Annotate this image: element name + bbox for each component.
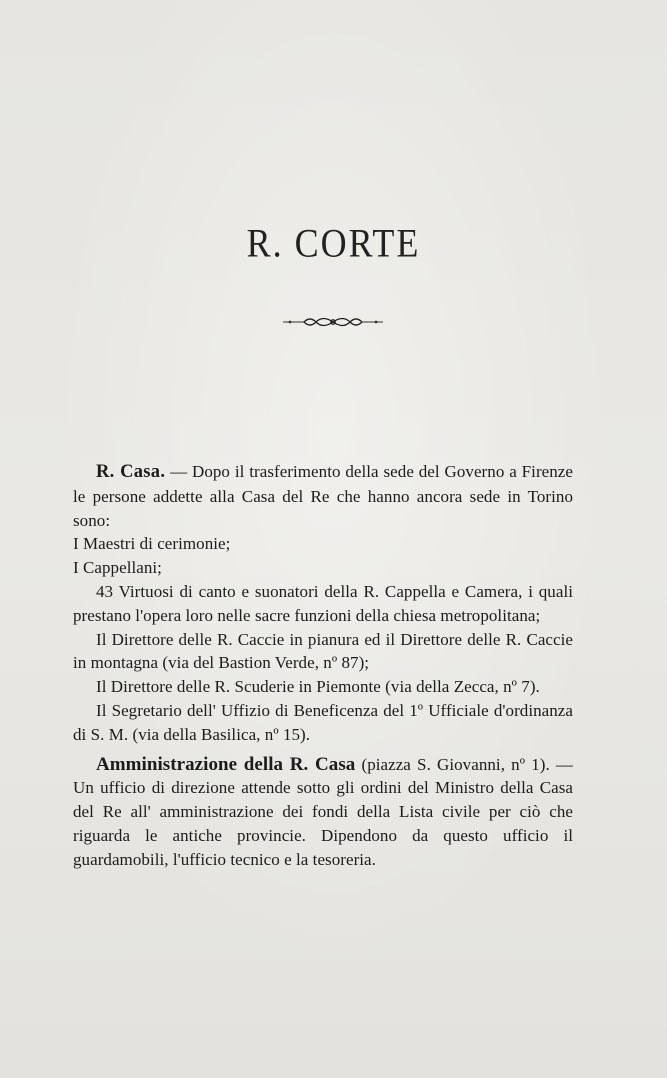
ornamental-divider-icon — [0, 314, 667, 330]
page-title: R. CORTE — [246, 220, 421, 266]
paragraph-text: (piazza S. Giovanni, nº 1). — Un ufficio di direzione attende sotto gli ordini del Ministro della Casa del Re all' amministrazione dei fondi della Lista civile per ciò che riguarda le antiche provincie. Dipendono da questo ufficio il guardamobili, l'ufficio tecnico e la tesoreria. — [73, 754, 573, 869]
list-item: Il Direttore delle R. Caccie in pianura ed il Direttore delle R. Caccie in montagna (via del Bastion Verde, nº 87); — [73, 629, 573, 673]
section-heading-r-casa: R. Casa. — [96, 462, 166, 482]
paragraph-text: — Dopo il trasferimento della sede del Governo a Firenze le persone addette alla Casa del Re che hanno ancora sede in Torino sono: — [73, 462, 573, 530]
paragraph-r-casa — [73, 460, 573, 532]
list-item: I Cappellani; — [73, 558, 162, 578]
section-heading-amministrazione: Amministrazione della R. Casa — [96, 753, 356, 775]
list-item: Il Direttore delle R. Scuderie in Piemonte (via della Zecca, nº 7). — [96, 677, 540, 697]
list-item: I Maestri di cerimonie; — [73, 534, 231, 554]
list-item: Il Segretario dell' Uffizio di Beneficenza del 1º Ufficiale d'ordinanza di S. M. (via della Basilica, nº 15). — [73, 700, 573, 744]
paragraph-amministrazione — [73, 753, 573, 872]
list-item: 43 Virtuosi di canto e suonatori della R. Cappella e Camera, i quali prestano l'opera loro nelle sacre funzioni della chiesa metropolitana; — [73, 581, 573, 625]
body-text — [73, 460, 573, 872]
